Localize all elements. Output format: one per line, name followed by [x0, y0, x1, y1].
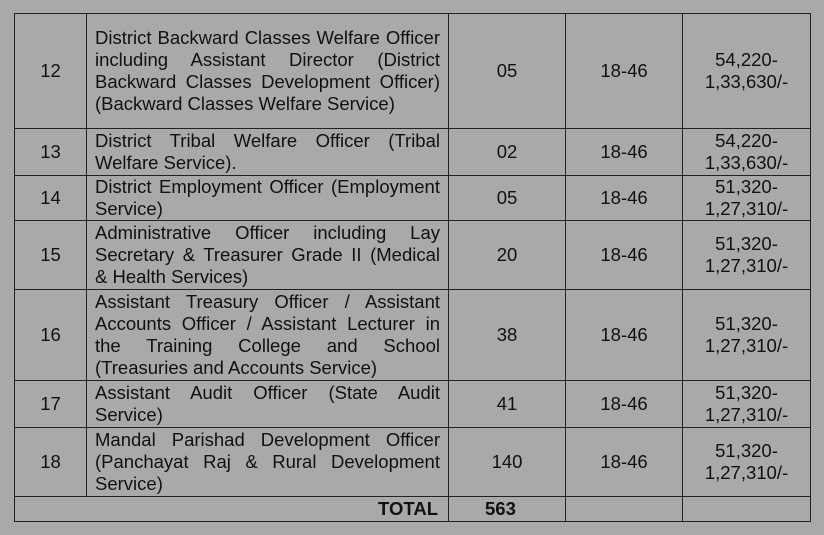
age-limit: 18-46 [566, 381, 683, 428]
vacancy-count: 38 [449, 290, 566, 381]
post-name: Mandal Parishad Development Officer (Panchayat Raj & Rural Development Service) [87, 428, 449, 497]
post-name: District Tribal Welfare Officer (Tribal Welfare Service). [87, 129, 449, 176]
empty-cell [683, 497, 811, 522]
pay-scale [683, 221, 811, 290]
pay-scale-min: 51,320- [715, 313, 778, 334]
age-limit: 18-46 [566, 290, 683, 381]
pay-scale [683, 129, 811, 176]
pay-scale [683, 14, 811, 129]
post-name: Assistant Audit Officer (State Audit Service) [87, 381, 449, 428]
vacancy-count: 41 [449, 381, 566, 428]
serial-number: 14 [15, 176, 87, 221]
table-row [15, 176, 811, 221]
vacancy-count: 140 [449, 428, 566, 497]
table-row [15, 381, 811, 428]
vacancy-table [14, 13, 811, 522]
pay-scale-max: 1,27,310/- [704, 198, 789, 219]
pay-scale [683, 428, 811, 497]
pay-scale [683, 176, 811, 221]
pay-scale-max: 1,33,630/- [704, 71, 789, 92]
post-name: Administrative Officer including Lay Secretary & Treasurer Grade II (Medical & Health Services) [87, 221, 449, 290]
pay-scale-min: 54,220- [715, 130, 778, 151]
serial-number: 13 [15, 129, 87, 176]
serial-number: 16 [15, 290, 87, 381]
vacancy-count: 20 [449, 221, 566, 290]
pay-scale-max: 1,27,310/- [704, 255, 789, 276]
pay-scale-max: 1,27,310/- [704, 335, 789, 356]
pay-scale [683, 290, 811, 381]
pay-scale-min: 51,320- [715, 233, 778, 254]
pay-scale-max: 1,27,310/- [704, 462, 789, 483]
total-row [15, 497, 811, 522]
pay-scale-min: 51,320- [715, 176, 778, 197]
table-row [15, 129, 811, 176]
serial-number: 12 [15, 14, 87, 129]
table-row [15, 428, 811, 497]
empty-cell [566, 497, 683, 522]
pay-scale-min: 51,320- [715, 382, 778, 403]
vacancy-count: 05 [449, 14, 566, 129]
age-limit: 18-46 [566, 428, 683, 497]
table-row [15, 290, 811, 381]
pay-scale [683, 381, 811, 428]
total-label: TOTAL [15, 497, 449, 522]
total-value: 563 [449, 497, 566, 522]
pay-scale-max: 1,27,310/- [704, 404, 789, 425]
post-name: District Employment Officer (Employment Service) [87, 176, 449, 221]
pay-scale-max: 1,33,630/- [704, 152, 789, 173]
table-row [15, 221, 811, 290]
serial-number: 18 [15, 428, 87, 497]
post-name: District Backward Classes Welfare Officer including Assistant Director (District Backward Classes Development Officer) (Backward Classes Welfare Service) [87, 14, 449, 129]
pay-scale-min: 51,320- [715, 440, 778, 461]
table-row [15, 14, 811, 129]
age-limit: 18-46 [566, 14, 683, 129]
age-limit: 18-46 [566, 221, 683, 290]
age-limit: 18-46 [566, 129, 683, 176]
vacancy-count: 05 [449, 176, 566, 221]
age-limit: 18-46 [566, 176, 683, 221]
vacancy-count: 02 [449, 129, 566, 176]
serial-number: 15 [15, 221, 87, 290]
pay-scale-min: 54,220- [715, 49, 778, 70]
serial-number: 17 [15, 381, 87, 428]
post-name: Assistant Treasury Officer / Assistant Accounts Officer / Assistant Lecturer in the Training College and School (Treasuries and Accounts Service) [87, 290, 449, 381]
